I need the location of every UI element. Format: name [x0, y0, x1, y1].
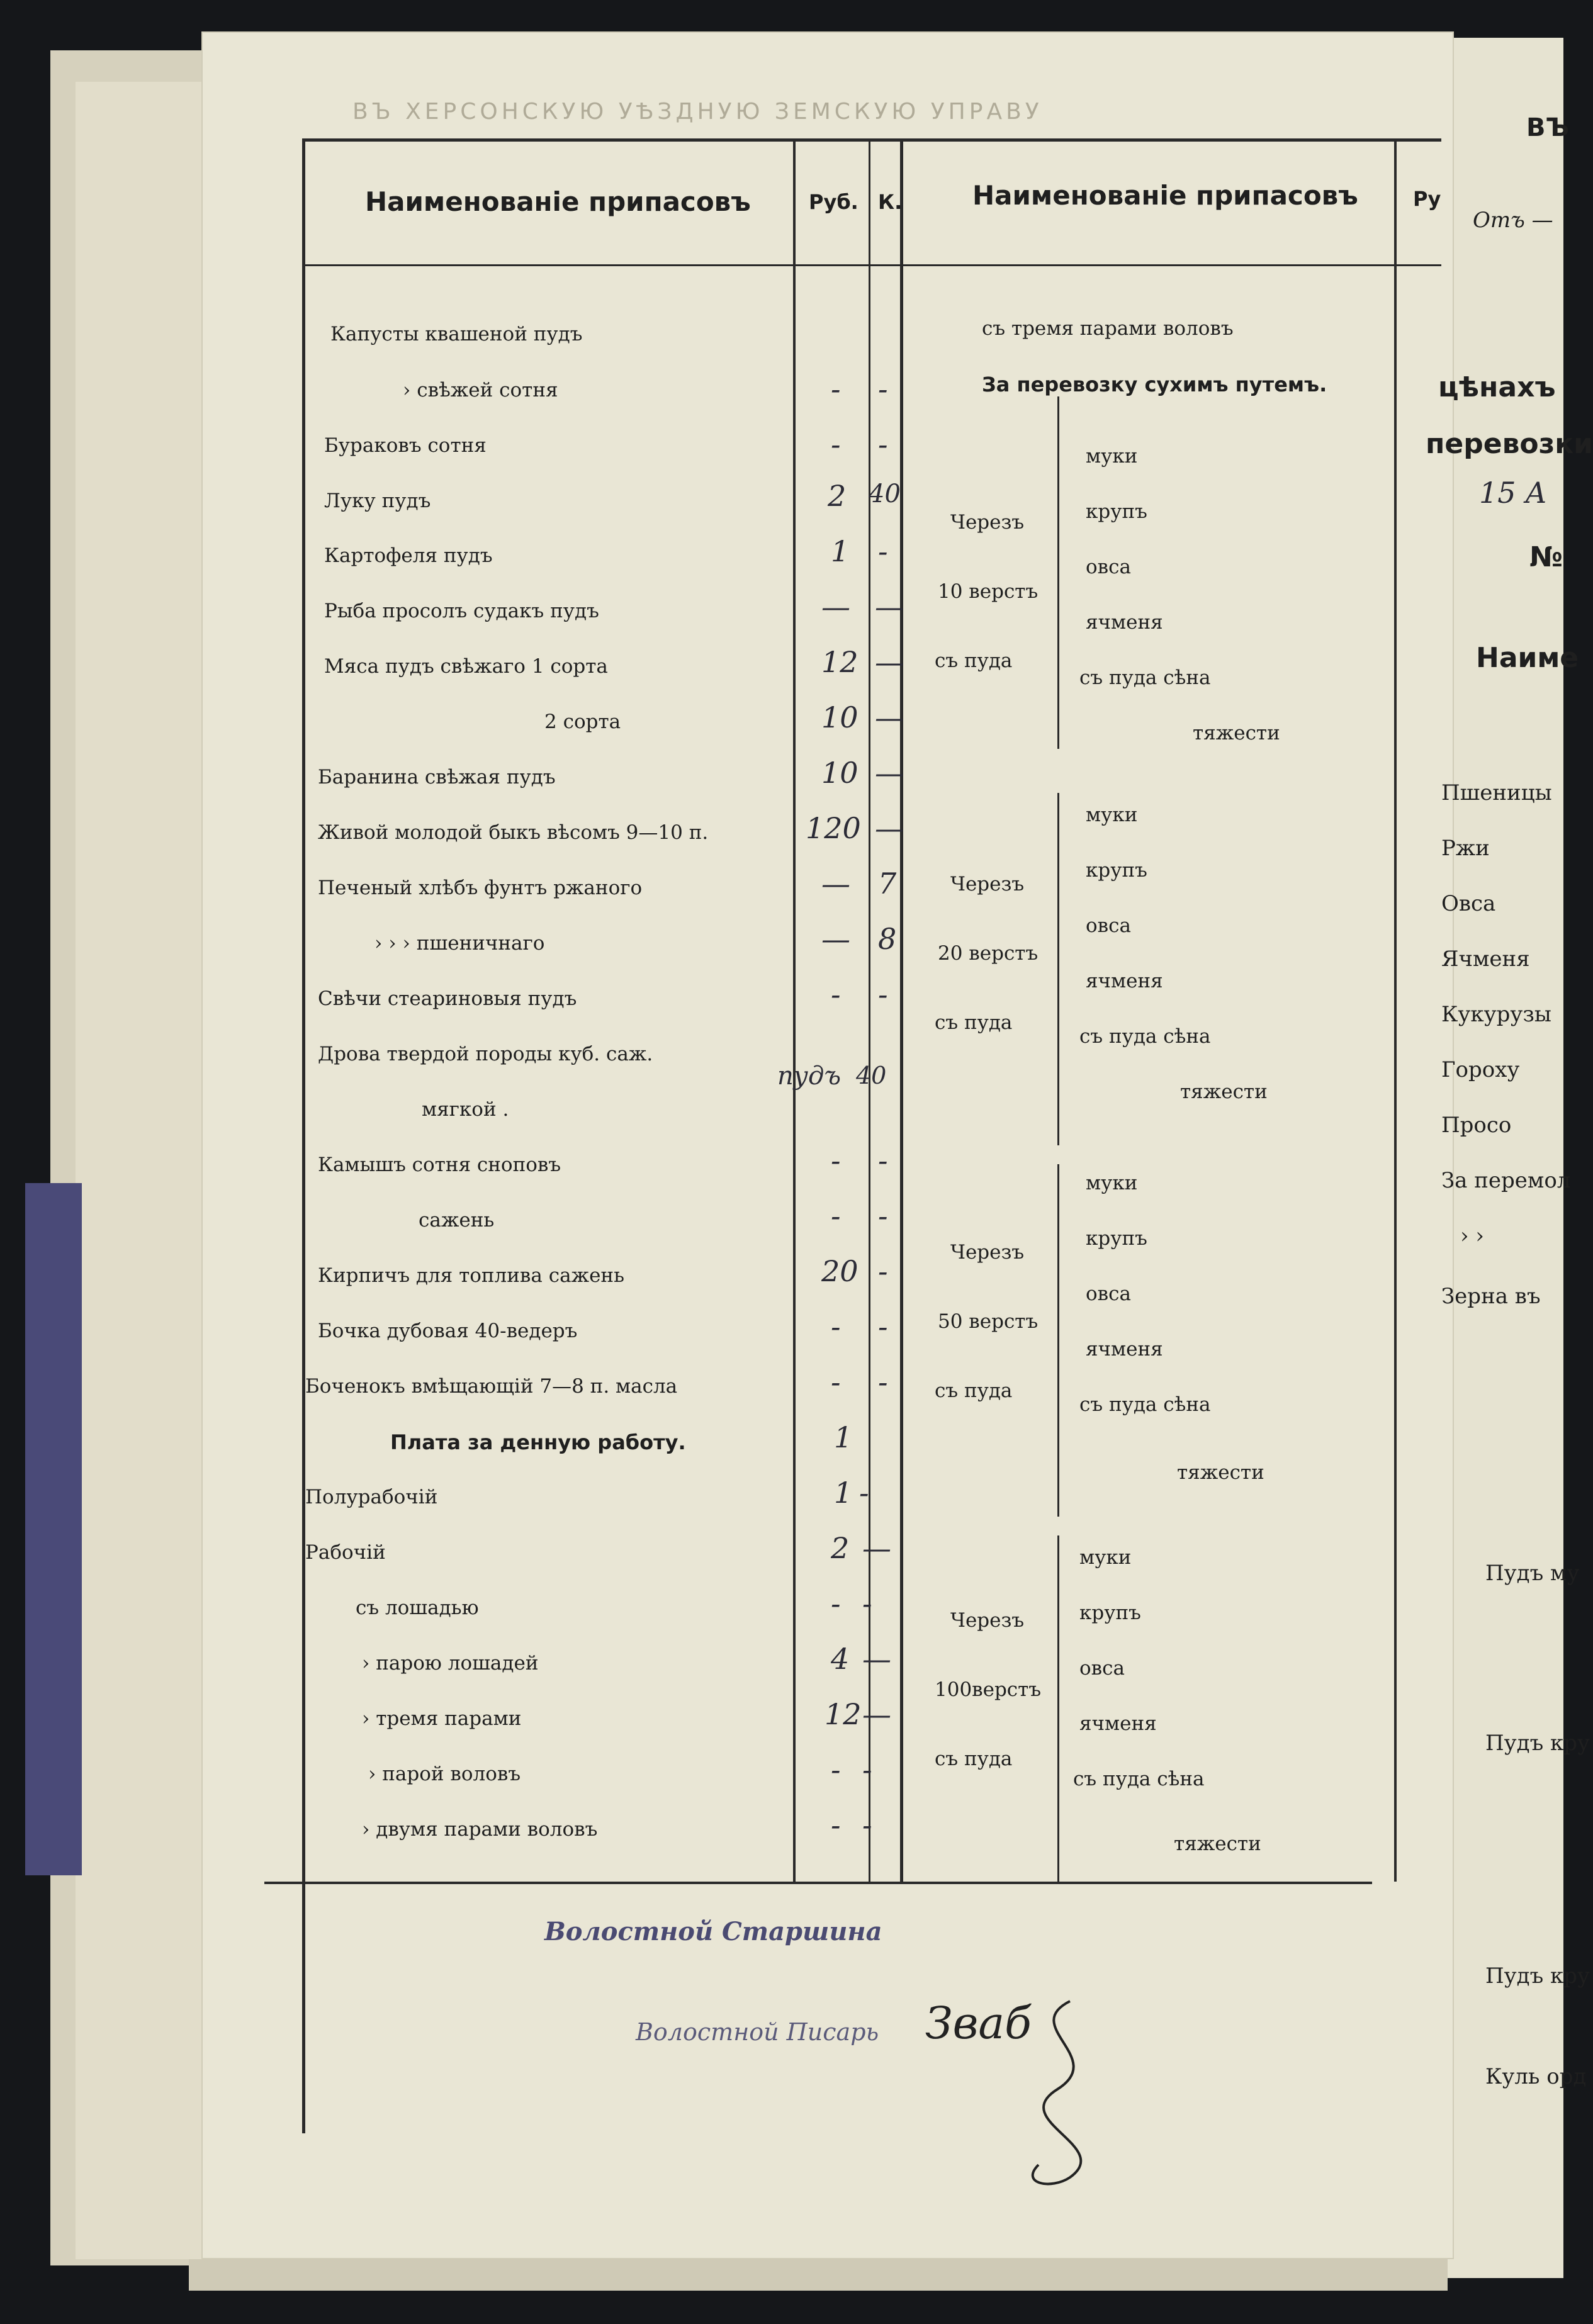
group2-bracket-line	[1057, 793, 1059, 1145]
row-name: Кирпичъ для топлива сажень	[318, 1264, 624, 1287]
right-page-item: За перемол	[1441, 1168, 1571, 1193]
group4-bracket-line	[1057, 1535, 1059, 1882]
row-kop: —	[862, 1642, 891, 1676]
group-item: тяжести	[1193, 722, 1280, 744]
row-name: Рабочій	[305, 1541, 386, 1564]
pisar-stamp: Волостной Писарь	[636, 2018, 879, 2046]
row-name: Баранина свѣжая пудъ	[318, 766, 556, 789]
row-kop: 7	[878, 867, 897, 901]
group3-bracket-line	[1057, 1164, 1059, 1517]
group-item: крупъ	[1086, 500, 1147, 523]
group1-bracket-line	[1057, 396, 1059, 749]
signature-flourish	[982, 1989, 1183, 2196]
row-name: Капусты квашеной пудъ	[330, 323, 583, 345]
bleed-through-header: ВЪ ХЕРСОНСКУЮ УѢЗДНУЮ ЗЕМСКУЮ УПРАВУ	[352, 99, 1043, 125]
header-rub: Руб.	[809, 190, 858, 214]
right-page-perevozki: перевозки	[1426, 428, 1593, 460]
right-page-item: › ›	[1460, 1223, 1485, 1249]
group-item: муки	[1079, 1546, 1132, 1569]
row-name: Печеный хлѣбъ фунтъ ржаного	[318, 877, 643, 899]
group-label: 10 верстъ	[938, 580, 1039, 603]
group-item: съ пуда сѣна	[1079, 666, 1211, 689]
row-kop: -	[878, 372, 888, 406]
group-item: крупъ	[1079, 1602, 1141, 1624]
group-item: съ пуда сѣна	[1079, 1025, 1211, 1048]
row-kop: -	[862, 1808, 872, 1842]
row-rub: 1	[834, 1420, 853, 1454]
group-label: Черезъ	[950, 1609, 1025, 1632]
right-page-ot: Отъ —	[1473, 208, 1553, 233]
group-label: 20 верстъ	[938, 942, 1039, 965]
row-rub: —	[821, 867, 850, 901]
row-name: › тремя парами	[362, 1707, 522, 1730]
right-page-number: №	[1529, 541, 1563, 573]
row-kop: -	[878, 1143, 888, 1177]
group-label: съ пуда	[935, 649, 1013, 672]
row-name: съ лошадью	[356, 1597, 479, 1619]
row-kop: —	[862, 1697, 891, 1731]
firewood-note: пудъ	[777, 1062, 841, 1091]
table-top-border	[302, 138, 1441, 142]
firewood-value: 40	[856, 1062, 887, 1089]
row-rub: 1	[834, 1476, 853, 1510]
right-page-date: 15 А	[1479, 476, 1547, 510]
right-page-bottom: Пудъ му	[1485, 1561, 1580, 1586]
group-item: овса	[1086, 556, 1131, 578]
group-item: овса	[1086, 914, 1131, 937]
row-kop: —	[875, 700, 904, 734]
group-item: ячменя	[1086, 970, 1163, 992]
group-item: тяжести	[1180, 1081, 1268, 1103]
row-rub: 120	[806, 811, 861, 845]
row-name: › парою лошадей	[362, 1652, 539, 1675]
header-divider	[302, 264, 1441, 266]
row-kop: -	[878, 427, 888, 461]
row-name: › двумя парами воловъ	[362, 1818, 598, 1841]
right-page-item: Ячменя	[1441, 946, 1530, 972]
group-label: Черезъ	[950, 1241, 1025, 1264]
group-item: овса	[1079, 1657, 1125, 1680]
header-right-rub-partial: Ру	[1413, 187, 1441, 211]
row-kop: -	[878, 1365, 888, 1399]
group-item: ячменя	[1086, 1338, 1163, 1361]
row-kop: -	[859, 1476, 869, 1510]
row-name: › парой воловъ	[368, 1763, 521, 1785]
row-name: Боченокъ вмѣщающій 7—8 п. масла	[305, 1375, 678, 1398]
group-label: 50 верстъ	[938, 1310, 1039, 1333]
right-rub-column-line	[1394, 138, 1397, 1882]
row-kop: —	[875, 590, 904, 624]
right-page-item: Гороху	[1441, 1057, 1520, 1082]
row-name: сажень	[419, 1209, 495, 1232]
right-page-item: Овса	[1441, 891, 1496, 916]
group-label: Черезъ	[950, 873, 1025, 895]
row-name: › › › пшеничнаго	[374, 932, 545, 955]
right-page-item: Зерна въ	[1441, 1284, 1541, 1309]
row-name: Полурабочій	[305, 1486, 438, 1508]
group-label: Черезъ	[950, 511, 1025, 534]
header-right-name: Наименованіе припасовъ	[972, 180, 1358, 211]
right-page-bottom: Пудъ кру	[1485, 1731, 1590, 1756]
row-name: Бураковъ сотня	[324, 434, 487, 457]
row-kop: —	[862, 1531, 891, 1565]
row-name: Живой молодой быкъ вѣсомъ 9—10 п.	[318, 821, 709, 844]
middle-column-line	[900, 138, 903, 1882]
document-page	[201, 31, 1454, 2259]
row-rub: 20	[821, 1254, 858, 1288]
table-bottom-border	[264, 1882, 1372, 1884]
row-rub: 2	[828, 479, 847, 513]
group-item: овса	[1086, 1283, 1131, 1305]
group-label: съ пуда	[935, 1748, 1013, 1770]
row-name: Картофеля пудъ	[324, 544, 493, 567]
row-rub: -	[831, 1365, 841, 1399]
row-name-heading: Плата за денную работу.	[390, 1430, 686, 1454]
row-name: › свѣжей сотня	[403, 379, 558, 401]
row-rub: 2	[831, 1531, 850, 1565]
row-kop: -	[878, 1310, 888, 1344]
header-left-name: Наименованіе припасовъ	[365, 186, 751, 217]
group-item: съ пуда сѣна	[1079, 1393, 1211, 1416]
right-page-bottom: Пудъ кру	[1485, 1963, 1590, 1989]
row-name: мягкой .	[422, 1098, 509, 1121]
row-name: Луку пудъ	[324, 490, 431, 512]
back-page-edge	[76, 82, 203, 2259]
row-rub: -	[831, 977, 841, 1011]
right-row-oxen: съ тремя парами воловъ	[982, 317, 1234, 340]
row-kop: -	[878, 534, 888, 568]
row-name: Бочка дубовая 40-ведеръ	[318, 1320, 578, 1342]
row-rub: 1	[831, 534, 850, 568]
row-rub: -	[831, 427, 841, 461]
group-item: съ пуда сѣна	[1073, 1768, 1205, 1790]
row-name: Дрова твердой породы куб. саж.	[318, 1043, 653, 1065]
row-rub: 4	[831, 1642, 850, 1676]
right-page-item: Ржи	[1441, 836, 1490, 861]
header-kop: К.	[878, 190, 903, 214]
group-item: крупъ	[1086, 1227, 1147, 1250]
row-kop: 40	[869, 480, 901, 508]
row-kop: -	[862, 1586, 872, 1620]
row-name: Мяса пудъ свѣжаго 1 сорта	[324, 655, 608, 678]
pisar-signature: Зваб	[925, 1997, 1032, 2049]
transport-heading: За перевозку сухимъ путемъ.	[982, 373, 1327, 396]
row-rub: 10	[821, 756, 858, 790]
group-label: съ пуда	[935, 1011, 1013, 1034]
row-rub: -	[831, 1586, 841, 1620]
row-rub: -	[831, 1310, 841, 1344]
row-kop: —	[875, 645, 904, 679]
row-name: Свѣчи стеариновыя пудъ	[318, 987, 577, 1010]
right-page-item: Кукурузы	[1441, 1002, 1551, 1027]
group-item: крупъ	[1086, 859, 1147, 882]
row-rub: -	[831, 1753, 841, 1787]
row-kop: 8	[878, 922, 897, 956]
right-page-top: ВЪ	[1526, 113, 1570, 142]
right-page-naim: Наиме	[1476, 642, 1579, 674]
group-label: съ пуда	[935, 1379, 1013, 1402]
row-kop: —	[875, 756, 904, 790]
group-item: ячменя	[1079, 1712, 1157, 1735]
rub-column-line	[793, 138, 796, 1882]
row-name: Камышъ сотня сноповъ	[318, 1154, 561, 1176]
group-label: 100верстъ	[935, 1678, 1042, 1701]
row-rub: -	[831, 1199, 841, 1233]
row-kop: -	[878, 1254, 888, 1288]
right-page-cenah: цѣнахъ	[1438, 371, 1556, 403]
starshina-stamp: Волостной Старшина	[544, 1917, 882, 1946]
group-item: тяжести	[1174, 1833, 1261, 1855]
group-item: муки	[1086, 445, 1138, 468]
row-rub: -	[831, 1808, 841, 1842]
table-left-border	[302, 138, 305, 2133]
group-item: ячменя	[1086, 611, 1163, 634]
row-rub: -	[831, 372, 841, 406]
row-kop: -	[878, 1199, 888, 1233]
group-item: муки	[1086, 1172, 1138, 1194]
right-page-item: Просо	[1441, 1113, 1512, 1138]
row-rub: 12	[821, 645, 858, 679]
purple-cover	[25, 1183, 82, 1875]
group-item: муки	[1086, 804, 1138, 826]
row-kop: -	[878, 977, 888, 1011]
right-page-item: Пшеницы	[1441, 780, 1552, 806]
row-kop: —	[875, 811, 904, 845]
row-rub: —	[821, 922, 850, 956]
row-rub: 10	[821, 700, 858, 734]
row-kop: -	[862, 1753, 872, 1787]
bottom-page-edge	[189, 2259, 1448, 2291]
group-item: тяжести	[1177, 1461, 1264, 1484]
row-rub: —	[821, 590, 850, 624]
row-rub: -	[831, 1143, 841, 1177]
right-page-bottom: Куль орд	[1485, 2064, 1587, 2089]
row-name: 2 сорта	[544, 710, 621, 733]
row-name: Рыба просолъ судакъ пудъ	[324, 600, 599, 622]
row-rub: 12	[825, 1697, 862, 1731]
